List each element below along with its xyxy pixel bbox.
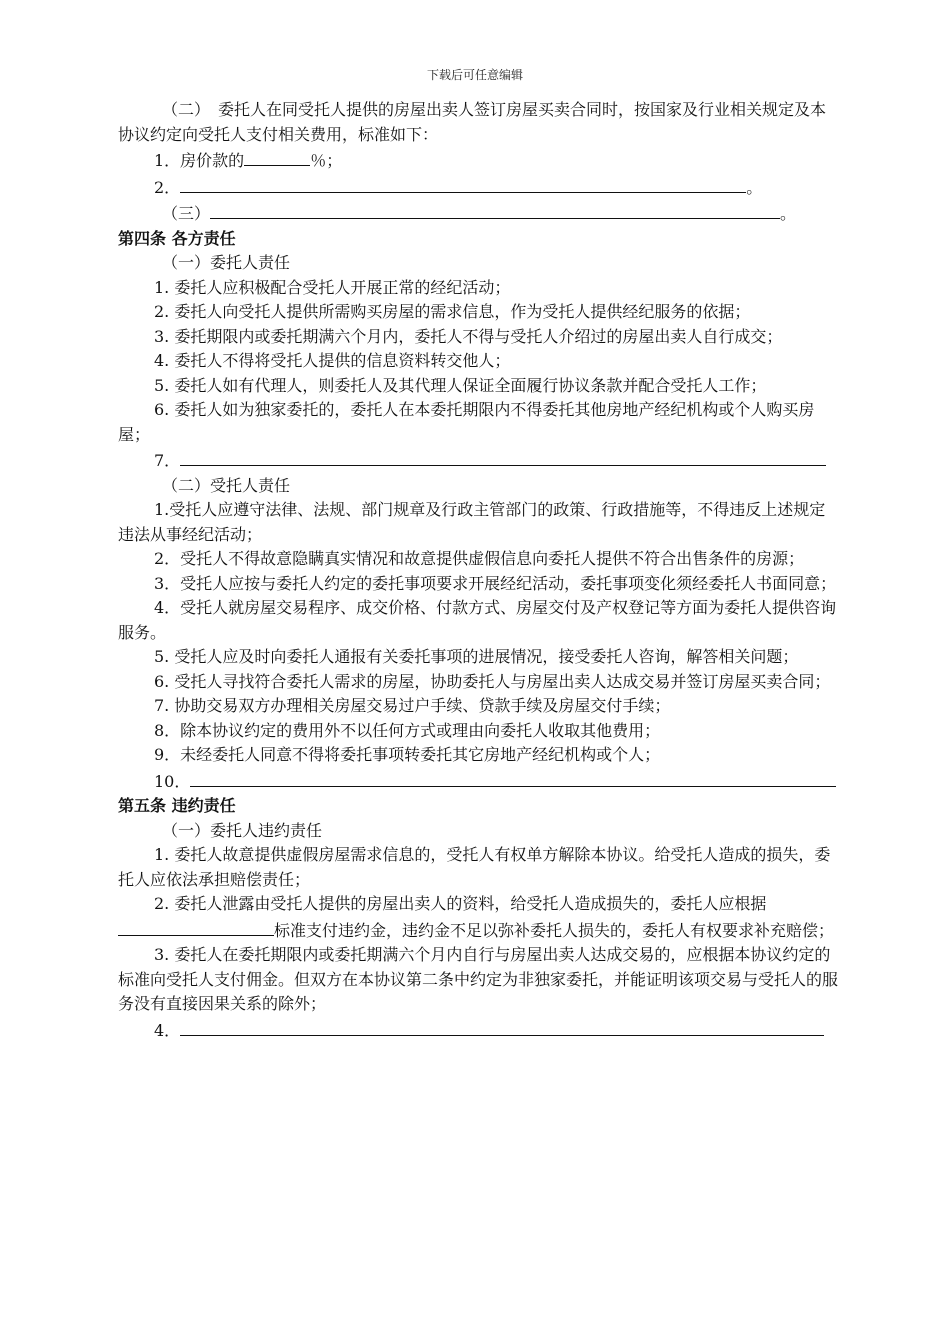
page-header: 下载后可任意编辑 <box>426 68 523 82</box>
paragraph: 5. 受托人应及时向委托人通报有关委托事项的进展情况，接受委托人咨询，解答相关问题； <box>154 647 799 666</box>
paragraph: 2. 委托人泄露由受托人提供的房屋出卖人的资料，给受托人造成损失的，委托人应根据标准支付违约金，违约金不足以弥补委托人损失的，委托人有权要求补充赔偿； <box>118 892 840 943</box>
paragraph: 4． <box>118 1017 840 1044</box>
paragraph: 8．除本协议约定的费用外不以任何方式或理由向委托人收取其他费用； <box>154 720 661 740</box>
article-heading: 第五条 违约责任 <box>118 796 236 815</box>
article-heading: 第四条 各方责任 <box>118 228 236 248</box>
paragraph: 1.受托人应遵守法律、法规、部门规章及行政主管部门的政策、行政措施等，不得违反上述规定违法从事经纪活动； <box>118 500 826 544</box>
paragraph: 7． <box>118 447 840 474</box>
paragraph: 2．受托人不得故意隐瞒真实情况和故意提供虚假信息向委托人提供不符合出售条件的房源； <box>154 549 805 568</box>
paragraph: 2. 委托人向受托人提供所需购买房屋的需求信息，作为受托人提供经纪服务的依据； <box>154 302 751 321</box>
fill-blank <box>180 1017 824 1036</box>
section-heading: （一）委托人违约责任 <box>162 820 323 840</box>
paragraph: 6. 委托人如为独家委托的，委托人在本委托期限内不得委托其他房地产经纪机构或个人购买房屋； <box>118 400 815 444</box>
fill-blank <box>118 917 274 936</box>
paragraph: 10． <box>118 768 840 795</box>
section-heading: （一）委托人责任 <box>162 253 291 272</box>
paragraph: 1. 委托人故意提供虚假房屋需求信息的，受托人有权单方解除本协议。给受托人造成的损失，委托人应依法承担赔偿责任； <box>118 845 831 889</box>
paragraph: 3. 委托人在委托期限内或委托期满六个月内自行与房屋出卖人达成交易的，应根据本协议约定的标准向受托人支付佣金。但双方在本协议第二条中约定为非独家委托，并能证明该项交易与受托人的服务没有直接因果关系的除外； <box>118 945 839 1013</box>
paragraph: 9．未经委托人同意不得将委托事项转委托其它房地产经纪机构或个人； <box>154 745 661 764</box>
fill-blank <box>210 200 780 219</box>
paragraph: 2． 。 <box>118 174 840 201</box>
paragraph: 3. 委托期限内或委托期满六个月内，委托人不得与受托人介绍过的房屋出卖人自行成交； <box>154 326 783 346</box>
paragraph: 3．受托人应按与委托人约定的委托事项要求开展经纪活动，委托事项变化须经委托人书面同意； <box>154 573 837 593</box>
paragraph: 1. 委托人应积极配合受托人开展正常的经纪活动； <box>154 277 511 297</box>
fill-blank <box>190 768 836 787</box>
paragraph: （三） 。 <box>118 200 840 227</box>
paragraph: 6. 受托人寻找符合委托人需求的房屋，协助委托人与房屋出卖人达成交易并签订房屋买卖合同； <box>154 671 831 691</box>
fill-blank <box>180 174 746 193</box>
section-heading: （二）受托人责任 <box>162 475 291 495</box>
paragraph: 5. 委托人如有代理人，则委托人及其代理人保证全面履行协议条款并配合受托人工作； <box>154 375 767 395</box>
paragraph: 7. 协助交易双方办理相关房屋交易过户手续、贷款手续及房屋交付手续； <box>154 696 671 715</box>
paragraph: （二） 委托人在同受托人提供的房屋出卖人签订房屋买卖合同时，按国家及行业相关规定及本协议约定向受托人支付相关费用，标准如下： <box>118 100 827 144</box>
paragraph: 4．受托人就房屋交易程序、成交价格、付款方式、房屋交付及产权登记等方面为委托人提供咨询服务。 <box>118 598 837 642</box>
fill-blank <box>244 147 310 166</box>
fill-blank <box>180 447 826 466</box>
paragraph: 1．房价款的 ％； <box>118 147 840 174</box>
paragraph: 4. 委托人不得将受托人提供的信息资料转交他人； <box>154 351 511 370</box>
document-body <box>118 98 840 1043</box>
